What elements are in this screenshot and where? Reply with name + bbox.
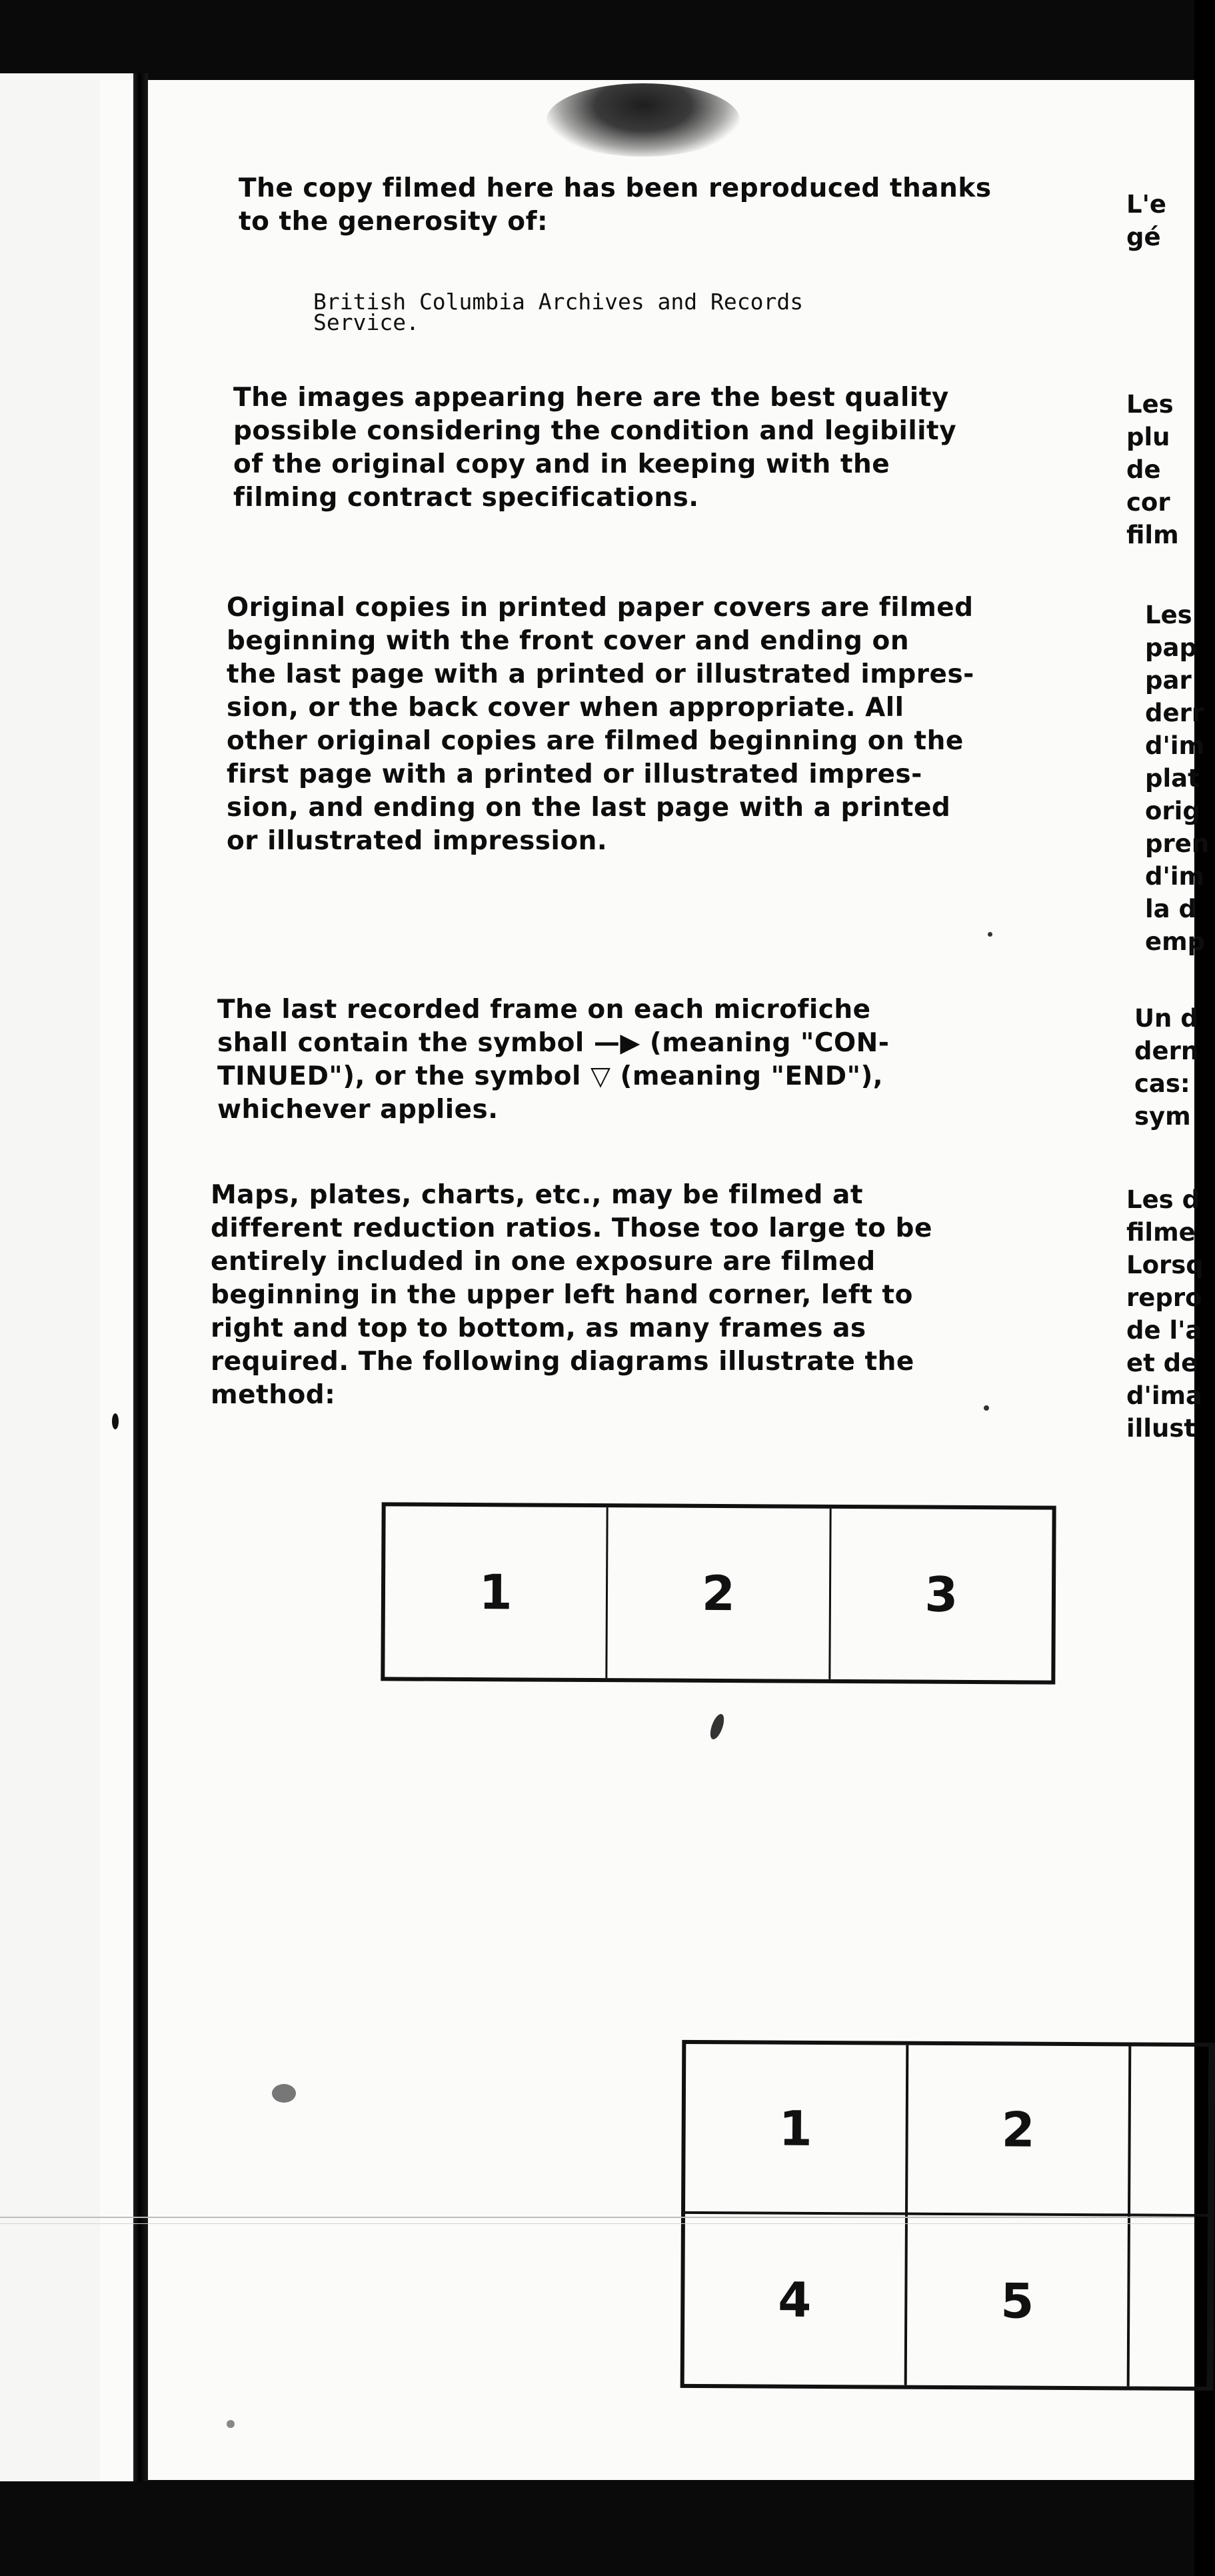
scan-line-artifact xyxy=(0,2217,1194,2218)
text-line: la d xyxy=(1145,895,1197,923)
text-line: beginning in the upper left hand corner, left to xyxy=(211,1280,913,1310)
frame-cell: 3 xyxy=(924,1566,958,1623)
text-line: whichever applies. xyxy=(217,1095,499,1125)
dust-speck xyxy=(227,2420,235,2428)
text-line: par xyxy=(1145,666,1192,695)
text-line: d'ima xyxy=(1126,1381,1203,1410)
diagram-frame-row xyxy=(381,1502,1056,1684)
text-line: pren xyxy=(1145,829,1210,858)
text-line: orig xyxy=(1145,797,1200,825)
text-line: other original copies are filmed beginning on the xyxy=(227,726,964,756)
para-image-quality xyxy=(233,381,956,515)
text-line: Les d xyxy=(1126,1185,1200,1214)
frame-cell: 1 xyxy=(685,2044,908,2215)
text-line: entirely included in one exposure are filmed xyxy=(211,1247,876,1277)
text-line: possible considering the condition and legibility xyxy=(233,416,957,446)
text-line: beginning with the front cover and ending on xyxy=(227,626,910,656)
text-line: et de xyxy=(1126,1349,1198,1377)
frame-cell: 2 xyxy=(608,1507,832,1679)
text-line: British Columbia Archives and Records xyxy=(313,289,804,315)
frame-cell xyxy=(1130,2216,1210,2387)
text-line: plat xyxy=(1145,764,1200,793)
text-line: pap xyxy=(1145,633,1197,662)
text-segment: (meaning "CON- xyxy=(640,1028,890,1058)
text-line: Maps, plates, charts, etc., may be filmed at xyxy=(211,1180,864,1210)
text-line: film xyxy=(1126,521,1179,549)
text-line: sion, or the back cover when appropriate. All xyxy=(227,693,904,723)
text-line: Lorsq xyxy=(1126,1251,1204,1279)
text-segment: (meaning "END"), xyxy=(610,1061,884,1091)
french-fragment-1 xyxy=(1126,188,1166,253)
text-segment: shall contain the symbol xyxy=(217,1028,594,1058)
text-line: The copy filmed here has been reproduced thanks xyxy=(239,173,992,203)
top-black-border xyxy=(0,0,1194,80)
text-line: dern xyxy=(1134,1037,1199,1065)
page-gutter-shadow xyxy=(133,73,148,2487)
dust-speck xyxy=(272,2084,296,2103)
diagram-frame-grid xyxy=(680,2040,1215,2391)
text-line: or illustrated impression. xyxy=(227,826,608,856)
para-original-copies xyxy=(227,591,974,858)
text-line: required. The following diagrams illustrate the xyxy=(211,1347,914,1377)
bottom-black-border xyxy=(0,2481,1194,2576)
text-line: illust xyxy=(1126,1414,1196,1443)
text-line: first page with a printed or illustrated impres- xyxy=(227,759,922,789)
text-line: de l'a xyxy=(1126,1316,1202,1345)
text-line: Service. xyxy=(313,309,419,335)
text-line: L'e xyxy=(1126,190,1166,219)
french-fragment-5 xyxy=(1126,1183,1204,1445)
frame-cell: 2 xyxy=(908,2045,1131,2217)
text-line: sym xyxy=(1134,1102,1191,1131)
text-line: Un d xyxy=(1134,1004,1198,1033)
text-line: repro xyxy=(1126,1283,1202,1312)
french-fragment-4 xyxy=(1134,1002,1198,1133)
text-line: derr xyxy=(1145,699,1204,727)
scan-line-artifact xyxy=(0,2223,1194,2224)
text-line: The last recorded frame on each microfiche xyxy=(217,995,871,1025)
continued-arrow-icon: —▶ xyxy=(593,1028,640,1058)
text-line: different reduction ratios. Those too large to be xyxy=(211,1213,932,1243)
text-line: The images appearing here are the best quality xyxy=(233,383,949,413)
text-line: sion, and ending on the last page with a printed xyxy=(227,793,951,823)
frame-cell: 5 xyxy=(907,2215,1130,2387)
text-line xyxy=(217,1027,889,1060)
text-line: gé xyxy=(1126,223,1161,251)
ink-blot xyxy=(547,83,740,157)
text-line: method: xyxy=(211,1380,336,1410)
text-line: plu xyxy=(1126,423,1170,451)
text-line: to the generosity of: xyxy=(239,207,549,237)
para-copy-filmed xyxy=(239,172,992,239)
text-segment: TINUED"), or the symbol xyxy=(217,1061,591,1091)
text-line: d'im xyxy=(1145,731,1205,760)
text-line: Les xyxy=(1126,390,1174,419)
text-line: cas: xyxy=(1134,1069,1190,1098)
french-fragment-3 xyxy=(1145,599,1209,958)
end-triangle-icon: ▽ xyxy=(590,1061,611,1091)
text-line: d'im xyxy=(1145,862,1205,891)
french-fragment-2 xyxy=(1126,388,1179,551)
text-line: filme xyxy=(1126,1218,1196,1247)
dust-speck xyxy=(988,932,992,937)
text-line: the last page with a printed or illustrated impres- xyxy=(227,659,974,689)
text-line: filming contract specifications. xyxy=(233,483,699,513)
dust-speck xyxy=(984,1405,989,1411)
text-line: of the original copy and in keeping with the xyxy=(233,449,890,479)
text-line xyxy=(217,1060,889,1093)
para-maps-plates xyxy=(211,1179,932,1412)
text-line: de xyxy=(1126,455,1161,484)
credit-institution xyxy=(313,291,803,333)
frame-cell: 4 xyxy=(684,2214,908,2385)
dust-speck xyxy=(112,1413,119,1429)
text-line: cor xyxy=(1126,488,1170,517)
text-line: Original copies in printed paper covers are filmed xyxy=(227,593,974,623)
text-line: right and top to bottom, as many frames as xyxy=(211,1313,866,1343)
frame-cell xyxy=(1130,2046,1211,2217)
para-last-frame-symbols xyxy=(217,993,889,1127)
text-line: Les xyxy=(1145,601,1192,629)
frame-cell: 1 xyxy=(385,1506,608,1678)
text-line: emp xyxy=(1145,927,1206,956)
